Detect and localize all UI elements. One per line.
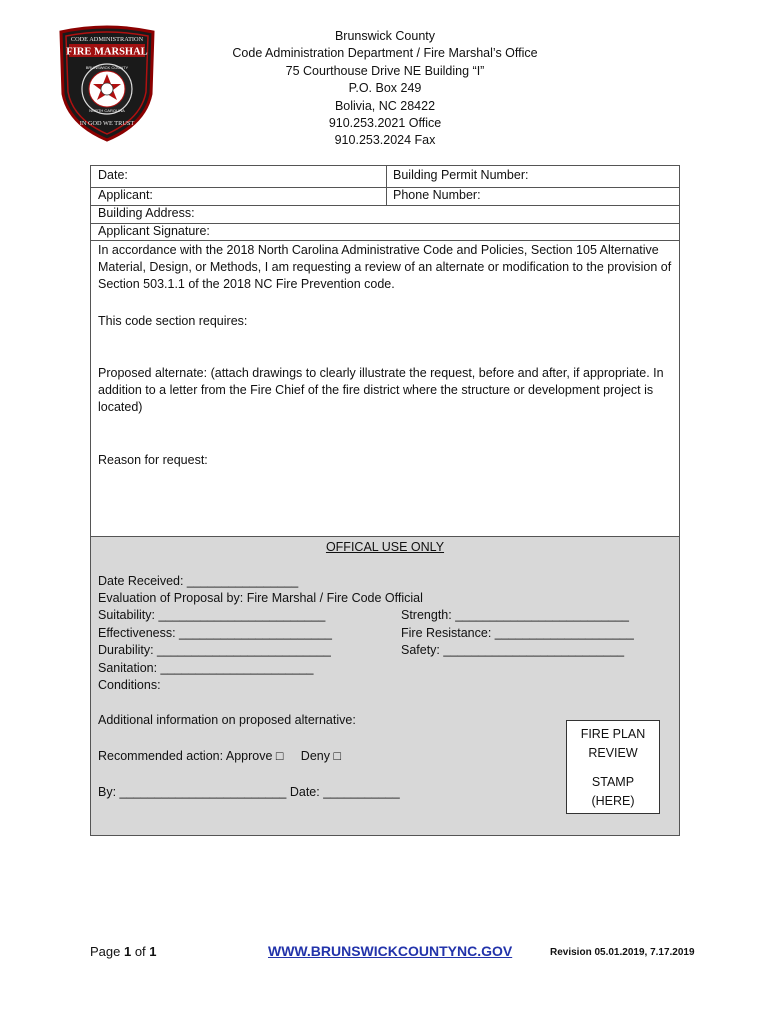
applicant-label: Applicant: [98,188,153,202]
strength-field[interactable]: Strength: _________________________ [401,608,629,622]
revision-date: Revision 05.01.2019, 7.17.2019 [550,947,695,958]
logo-title: FIRE MARSHAL [66,46,148,58]
signature-label: Applicant Signature: [98,224,210,238]
address-label: Building Address: [98,206,195,220]
street-address: 75 Courthouse Drive NE Building “I” [285,63,485,78]
reviewer-signature-line[interactable]: By: ________________________ Date: ___________ [98,785,400,799]
durability-field[interactable]: Durability: _________________________ [98,643,331,657]
office-phone: 910.253.2021 Office [328,116,442,131]
permit-number-field[interactable] [386,166,681,187]
logo-ring-top: BRUNSWICK COUNTY [85,65,129,70]
alternative-request-form [90,165,680,836]
reason-label: Reason for request: [98,453,208,467]
fire-plan-review-stamp-box [566,720,660,814]
county-name: Brunswick County [334,29,436,43]
fax-number: 910.253.2024 Fax [334,133,436,148]
phone-label: Phone Number: [393,188,481,202]
suitability-field[interactable]: Suitability: ________________________ [98,608,326,622]
office-address-header [200,28,570,150]
date-permit-row [91,166,679,188]
evaluation-line: Evaluation of Proposal by: Fire Marshal / Fire Code Official [98,591,423,605]
additional-info-label: Additional information on proposed alternative: [98,713,356,727]
page-number: Page 1 of 1 [90,944,157,959]
city-state-zip: Bolivia, NC 28422 [334,98,436,113]
official-use-section [91,537,679,835]
date-field[interactable] [91,166,386,187]
date-received-field[interactable]: Date Received: ________________ [98,574,299,588]
applicant-field[interactable] [91,188,386,205]
request-details-area[interactable] [91,241,679,537]
proposed-alternate-label: Proposed alternate: (attach drawings to clearly illustrate the request, before and after, if appropriate. In addition to a letter from the Fire Chief of the fire district where the structure or development project is located) [98,366,664,414]
phone-number-field[interactable] [386,188,681,205]
building-address-field[interactable] [91,206,679,224]
stamp-line-4: (HERE) [591,793,635,808]
permit-label: Building Permit Number: [393,168,529,182]
department-name: Code Administration Department / Fire Marshal’s Office [232,46,538,61]
accordance-statement: In accordance with the 2018 North Carolina Administrative Code and Policies, Section 105 Alternative Material, Design, or Methods, I am requesting a review of an alternate or modification to the provision of Section 503.1.1 of the 2018 NC Fire Prevention code. [98,243,672,291]
official-use-title: OFFICAL USE ONLY [325,540,445,554]
recommended-action[interactable]: Recommended action: Approve □ Deny □ [98,749,341,763]
logo-top-text: CODE ADMINISTRATION [70,36,144,43]
logo-ring-bottom: NORTH CAROLINA [89,108,125,113]
applicant-signature-field[interactable] [91,224,679,241]
fire-marshal-badge-logo [55,24,159,142]
safety-field[interactable]: Safety: __________________________ [401,643,625,657]
date-label: Date: [98,168,128,182]
applicant-phone-row [91,188,679,206]
sanitation-field[interactable]: Sanitation: ______________________ [98,661,314,675]
stamp-line-2: REVIEW [588,745,638,760]
stamp-line-3: STAMP [591,775,635,789]
fire-resistance-field[interactable]: Fire Resistance: ____________________ [401,626,634,640]
code-requires-label: This code section requires: [98,314,248,328]
stamp-line-1: FIRE PLAN [580,727,646,741]
effectiveness-field[interactable]: Effectiveness: ______________________ [98,626,333,640]
logo-motto: IN GOD WE TRUST [79,120,135,127]
county-website-link[interactable]: WWW.BRUNSWICKCOUNTYNC.GOV [268,943,513,959]
po-box: P.O. Box 249 [348,81,422,96]
conditions-label: Conditions: [98,678,161,692]
